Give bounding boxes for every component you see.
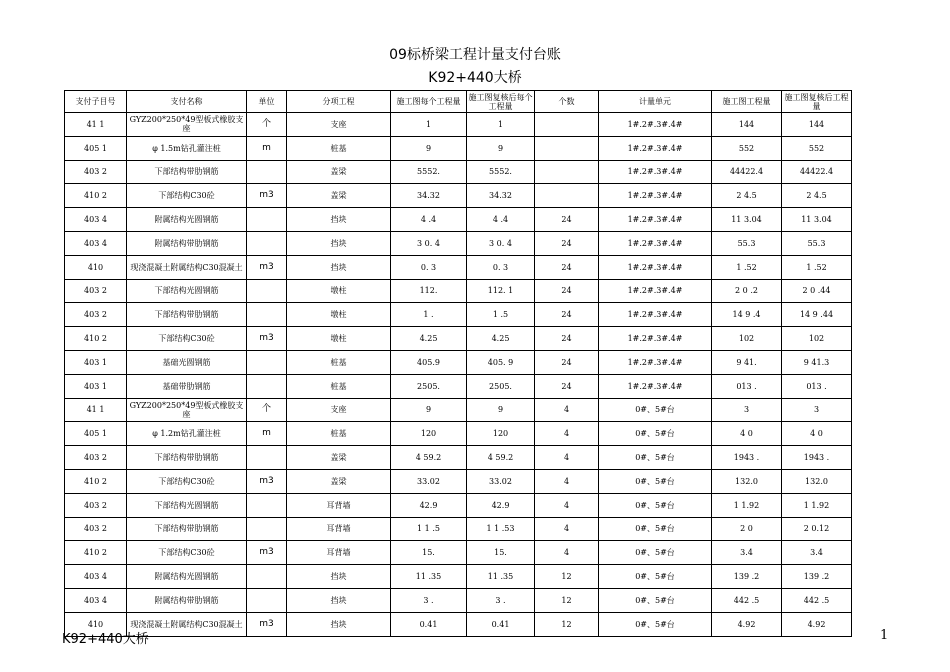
footer-bridge-name: K92+440大桥	[62, 632, 149, 647]
cell-design-qty-each: 9	[391, 136, 467, 160]
cell-unit: m3	[247, 612, 287, 636]
cell-design-total: 3.4	[712, 541, 782, 565]
cell-reviewed-total: 44422.4	[782, 160, 852, 184]
cell-design-total: 3	[712, 398, 782, 422]
cell-reviewed-total: 4 0	[782, 422, 852, 446]
cell-measure-unit: 1#.2#.3#.4#	[599, 279, 712, 303]
cell-unit	[247, 208, 287, 232]
cell-sub-project: 挡块	[287, 255, 391, 279]
cell-sub-project: 支座	[287, 398, 391, 422]
cell-measure-unit: 0#、5#台	[599, 469, 712, 493]
cell-measure-unit: 0#、5#台	[599, 422, 712, 446]
cell-item-code: 403 1	[65, 374, 127, 398]
cell-item-name: 附属结构带肋钢筋	[127, 588, 247, 612]
cell-sub-project: 墩柱	[287, 279, 391, 303]
cell-item-name: 下部结构带肋钢筋	[127, 303, 247, 327]
cell-design-total: 442 .5	[712, 588, 782, 612]
cell-reviewed-qty-each: 11 .35	[467, 565, 535, 589]
cell-count: 24	[535, 279, 599, 303]
cell-sub-project: 桩基	[287, 136, 391, 160]
cell-reviewed-total: 1 1.92	[782, 493, 852, 517]
cell-sub-project: 桩基	[287, 350, 391, 374]
cell-design-qty-each: 0. 3	[391, 255, 467, 279]
cell-design-qty-each: 2505.	[391, 374, 467, 398]
cell-item-name: GYZ200*250*49型板式橡胶支座	[127, 113, 247, 137]
cell-item-name: 附属结构光圆钢筋	[127, 208, 247, 232]
cell-measure-unit: 1#.2#.3#.4#	[599, 184, 712, 208]
cell-item-name: 现浇混凝土附属结构C30混凝土	[127, 255, 247, 279]
header-item-code: 支付子目号	[65, 91, 127, 113]
cell-count: 12	[535, 612, 599, 636]
cell-design-qty-each: 1 1 .5	[391, 517, 467, 541]
cell-design-qty-each: 1	[391, 113, 467, 137]
cell-reviewed-total: 552	[782, 136, 852, 160]
cell-item-code: 403 2	[65, 517, 127, 541]
cell-count: 4	[535, 469, 599, 493]
table-row	[65, 374, 852, 398]
table-row	[65, 255, 852, 279]
header-count: 个数	[535, 91, 599, 113]
cell-item-code: 403 4	[65, 588, 127, 612]
cell-measure-unit: 0#、5#台	[599, 446, 712, 470]
header-design-qty-each: 施工图每个工程量	[391, 91, 467, 113]
cell-unit: m	[247, 136, 287, 160]
cell-unit	[247, 565, 287, 589]
cell-reviewed-total: 1 .52	[782, 255, 852, 279]
cell-item-code: 403 4	[65, 565, 127, 589]
cell-measure-unit: 1#.2#.3#.4#	[599, 136, 712, 160]
cell-sub-project: 盖梁	[287, 446, 391, 470]
cell-measure-unit: 1#.2#.3#.4#	[599, 231, 712, 255]
table-row	[65, 612, 852, 636]
cell-sub-project: 挡块	[287, 612, 391, 636]
cell-count: 12	[535, 588, 599, 612]
cell-measure-unit: 0#、5#台	[599, 612, 712, 636]
cell-item-name: 下部结构带肋钢筋	[127, 160, 247, 184]
cell-design-total: 102	[712, 327, 782, 351]
cell-count: 4	[535, 541, 599, 565]
cell-count	[535, 136, 599, 160]
cell-reviewed-total: 102	[782, 327, 852, 351]
cell-item-name: 现浇混凝土附属结构C30混凝土	[127, 612, 247, 636]
header-item-name: 支付名称	[127, 91, 247, 113]
cell-reviewed-qty-each: 42.9	[467, 493, 535, 517]
cell-item-name: 下部结构带肋钢筋	[127, 517, 247, 541]
cell-sub-project: 挡块	[287, 208, 391, 232]
cell-reviewed-qty-each: 5552.	[467, 160, 535, 184]
cell-reviewed-qty-each: 1 1 .53	[467, 517, 535, 541]
cell-count: 24	[535, 374, 599, 398]
cell-count: 4	[535, 422, 599, 446]
cell-reviewed-qty-each: 34.32	[467, 184, 535, 208]
cell-design-qty-each: 4 .4	[391, 208, 467, 232]
cell-unit	[247, 231, 287, 255]
cell-item-name: 基础光圆钢筋	[127, 350, 247, 374]
cell-design-qty-each: 120	[391, 422, 467, 446]
header-reviewed-qty-each: 施工图复核后每个工程量	[468, 92, 533, 111]
cell-unit	[247, 160, 287, 184]
cell-sub-project: 墩柱	[287, 327, 391, 351]
cell-design-qty-each: 42.9	[391, 493, 467, 517]
cell-unit: m3	[247, 541, 287, 565]
cell-item-code: 410 2	[65, 327, 127, 351]
cell-item-name: φ 1.5m钻孔灌注桩	[127, 136, 247, 160]
cell-item-code: 403 4	[65, 231, 127, 255]
cell-reviewed-qty-each: 2505.	[467, 374, 535, 398]
cell-unit: m3	[247, 255, 287, 279]
cell-reviewed-qty-each: 3 .	[467, 588, 535, 612]
cell-item-name: 附属结构光圆钢筋	[127, 565, 247, 589]
header-sub-project: 分项工程	[287, 91, 391, 113]
cell-design-qty-each: 3 0. 4	[391, 231, 467, 255]
cell-design-qty-each: 0.41	[391, 612, 467, 636]
cell-reviewed-total: 9 41.3	[782, 350, 852, 374]
cell-measure-unit: 1#.2#.3#.4#	[599, 374, 712, 398]
cell-count: 24	[535, 303, 599, 327]
cell-count	[535, 184, 599, 208]
cell-reviewed-total: 3.4	[782, 541, 852, 565]
cell-reviewed-total: 2 4.5	[782, 184, 852, 208]
table-row	[65, 327, 852, 351]
cell-measure-unit: 0#、5#台	[599, 517, 712, 541]
cell-reviewed-qty-each: 3 0. 4	[467, 231, 535, 255]
cell-design-qty-each: 5552.	[391, 160, 467, 184]
cell-unit: m3	[247, 469, 287, 493]
cell-unit	[247, 303, 287, 327]
cell-item-code: 403 2	[65, 160, 127, 184]
cell-item-name: GYZ200*250*49型板式橡胶支座	[127, 398, 247, 422]
cell-design-total: 55.3	[712, 231, 782, 255]
cell-measure-unit: 1#.2#.3#.4#	[599, 160, 712, 184]
cell-design-qty-each: 405.9	[391, 350, 467, 374]
cell-design-qty-each: 34.32	[391, 184, 467, 208]
document-title: 09标桥梁工程计量支付台账	[389, 47, 561, 63]
cell-reviewed-total: 013 .	[782, 374, 852, 398]
table-row	[65, 350, 852, 374]
cell-item-code: 41 1	[65, 113, 127, 137]
cell-reviewed-qty-each: 4 .4	[467, 208, 535, 232]
cell-item-name: 基础带肋钢筋	[127, 374, 247, 398]
cell-measure-unit: 0#、5#台	[599, 398, 712, 422]
cell-sub-project: 墩柱	[287, 303, 391, 327]
cell-measure-unit: 1#.2#.3#.4#	[599, 327, 712, 351]
cell-item-code: 405 1	[65, 422, 127, 446]
cell-count: 24	[535, 255, 599, 279]
header-reviewed-total: 施工图复核后工程量	[782, 91, 852, 113]
cell-reviewed-total: 11 3.04	[782, 208, 852, 232]
table-row	[65, 160, 852, 184]
cell-item-code: 410 2	[65, 469, 127, 493]
cell-measure-unit: 1#.2#.3#.4#	[599, 303, 712, 327]
cell-sub-project: 挡块	[287, 231, 391, 255]
cell-reviewed-qty-each: 9	[467, 136, 535, 160]
table-row	[65, 136, 852, 160]
table-row	[65, 231, 852, 255]
cell-measure-unit: 0#、5#台	[599, 541, 712, 565]
table-row	[65, 446, 852, 470]
cell-item-code: 410 2	[65, 184, 127, 208]
cell-measure-unit: 0#、5#台	[599, 565, 712, 589]
table-header-row	[65, 91, 852, 113]
cell-item-code: 403 2	[65, 303, 127, 327]
table-row	[65, 422, 852, 446]
cell-count	[535, 113, 599, 137]
cell-measure-unit: 1#.2#.3#.4#	[599, 208, 712, 232]
cell-measure-unit: 0#、5#台	[599, 588, 712, 612]
ledger-table	[64, 90, 852, 637]
cell-unit	[247, 493, 287, 517]
cell-design-total: 1943 .	[712, 446, 782, 470]
cell-design-total: 2 0	[712, 517, 782, 541]
cell-sub-project: 耳背墙	[287, 493, 391, 517]
cell-measure-unit: 1#.2#.3#.4#	[599, 350, 712, 374]
cell-count: 24	[535, 327, 599, 351]
cell-design-total: 9 41.	[712, 350, 782, 374]
cell-design-total: 4.92	[712, 612, 782, 636]
table-row	[65, 113, 852, 137]
cell-sub-project: 耳背墙	[287, 517, 391, 541]
cell-sub-project: 耳背墙	[287, 541, 391, 565]
cell-reviewed-total: 139 .2	[782, 565, 852, 589]
cell-reviewed-total: 14 9 .44	[782, 303, 852, 327]
header-measure-unit: 计量单元	[599, 91, 712, 113]
cell-unit	[247, 446, 287, 470]
cell-design-qty-each: 3 .	[391, 588, 467, 612]
cell-design-qty-each: 112.	[391, 279, 467, 303]
cell-design-qty-each: 33.02	[391, 469, 467, 493]
cell-count: 4	[535, 398, 599, 422]
cell-item-code: 405 1	[65, 136, 127, 160]
cell-count: 4	[535, 493, 599, 517]
cell-reviewed-total: 2 0.12	[782, 517, 852, 541]
cell-design-total: 11 3.04	[712, 208, 782, 232]
cell-unit: m	[247, 422, 287, 446]
table-row	[65, 493, 852, 517]
cell-count: 24	[535, 231, 599, 255]
cell-item-name: 下部结构C30砼	[127, 469, 247, 493]
cell-item-name: 下部结构C30砼	[127, 184, 247, 208]
cell-design-total: 132.0	[712, 469, 782, 493]
cell-unit: m3	[247, 327, 287, 351]
cell-reviewed-qty-each: 1 .5	[467, 303, 535, 327]
cell-sub-project: 桩基	[287, 422, 391, 446]
cell-reviewed-total: 2 0 .44	[782, 279, 852, 303]
table-row	[65, 208, 852, 232]
cell-item-code: 41 1	[65, 398, 127, 422]
cell-design-total: 552	[712, 136, 782, 160]
cell-measure-unit: 0#、5#台	[599, 493, 712, 517]
cell-reviewed-qty-each: 0. 3	[467, 255, 535, 279]
cell-count: 4	[535, 446, 599, 470]
cell-reviewed-qty-each: 4 59.2	[467, 446, 535, 470]
document-subtitle: K92+440大桥	[428, 70, 522, 86]
cell-reviewed-qty-each: 405. 9	[467, 350, 535, 374]
cell-design-total: 139 .2	[712, 565, 782, 589]
cell-reviewed-total: 132.0	[782, 469, 852, 493]
table-row	[65, 398, 852, 422]
cell-item-code: 403 4	[65, 208, 127, 232]
cell-reviewed-total: 1943 .	[782, 446, 852, 470]
cell-reviewed-qty-each: 33.02	[467, 469, 535, 493]
cell-unit: 个	[247, 398, 287, 422]
cell-item-code: 410	[65, 612, 127, 636]
cell-design-total: 1 1.92	[712, 493, 782, 517]
cell-reviewed-total: 3	[782, 398, 852, 422]
cell-reviewed-qty-each: 112. 1	[467, 279, 535, 303]
header-design-total: 施工图工程量	[712, 91, 782, 113]
cell-design-qty-each: 1 .	[391, 303, 467, 327]
cell-item-name: 下部结构带肋钢筋	[127, 446, 247, 470]
cell-sub-project: 挡块	[287, 565, 391, 589]
cell-reviewed-qty-each: 120	[467, 422, 535, 446]
cell-design-qty-each: 9	[391, 398, 467, 422]
cell-item-code: 410 2	[65, 541, 127, 565]
cell-sub-project: 挡块	[287, 588, 391, 612]
cell-count: 4	[535, 517, 599, 541]
cell-unit	[247, 350, 287, 374]
table-row	[65, 517, 852, 541]
cell-count	[535, 160, 599, 184]
cell-design-total: 4 0	[712, 422, 782, 446]
table-row	[65, 279, 852, 303]
cell-design-total: 013 .	[712, 374, 782, 398]
cell-design-total: 44422.4	[712, 160, 782, 184]
cell-item-name: φ 1.2m钻孔灌注桩	[127, 422, 247, 446]
cell-design-total: 2 4.5	[712, 184, 782, 208]
cell-sub-project: 桩基	[287, 374, 391, 398]
cell-reviewed-total: 144	[782, 113, 852, 137]
cell-reviewed-total: 442 .5	[782, 588, 852, 612]
cell-design-total: 1 .52	[712, 255, 782, 279]
table-row	[65, 303, 852, 327]
cell-item-name: 下部结构光圆钢筋	[127, 493, 247, 517]
cell-sub-project: 支座	[287, 113, 391, 137]
cell-unit	[247, 517, 287, 541]
cell-design-total: 144	[712, 113, 782, 137]
cell-sub-project: 盖梁	[287, 160, 391, 184]
cell-reviewed-qty-each: 1	[467, 113, 535, 137]
cell-item-code: 410	[65, 255, 127, 279]
cell-count: 24	[535, 208, 599, 232]
page-number: 1	[880, 628, 889, 643]
cell-design-qty-each: 4.25	[391, 327, 467, 351]
cell-reviewed-qty-each: 4.25	[467, 327, 535, 351]
cell-design-qty-each: 11 .35	[391, 565, 467, 589]
cell-count: 24	[535, 350, 599, 374]
cell-reviewed-total: 4.92	[782, 612, 852, 636]
cell-item-name: 下部结构光圆钢筋	[127, 279, 247, 303]
cell-sub-project: 盖梁	[287, 469, 391, 493]
cell-item-code: 403 2	[65, 279, 127, 303]
cell-reviewed-total: 55.3	[782, 231, 852, 255]
table-row	[65, 565, 852, 589]
cell-unit: m3	[247, 184, 287, 208]
cell-unit	[247, 279, 287, 303]
cell-item-code: 403 1	[65, 350, 127, 374]
cell-reviewed-qty-each: 9	[467, 398, 535, 422]
cell-item-name: 下部结构C30砼	[127, 541, 247, 565]
cell-reviewed-qty-each: 15.	[467, 541, 535, 565]
cell-item-name: 下部结构C30砼	[127, 327, 247, 351]
table-row	[65, 541, 852, 565]
cell-unit	[247, 374, 287, 398]
cell-design-total: 14 9 .4	[712, 303, 782, 327]
cell-design-qty-each: 4 59.2	[391, 446, 467, 470]
header-unit: 单位	[247, 91, 287, 113]
cell-measure-unit: 1#.2#.3#.4#	[599, 255, 712, 279]
cell-item-code: 403 2	[65, 493, 127, 517]
cell-reviewed-qty-each: 0.41	[467, 612, 535, 636]
cell-item-name: 附属结构带肋钢筋	[127, 231, 247, 255]
cell-unit	[247, 588, 287, 612]
table-row	[65, 588, 852, 612]
table-row	[65, 184, 852, 208]
cell-unit: 个	[247, 113, 287, 137]
cell-design-qty-each: 15.	[391, 541, 467, 565]
cell-sub-project: 盖梁	[287, 184, 391, 208]
cell-count: 12	[535, 565, 599, 589]
cell-measure-unit: 1#.2#.3#.4#	[599, 113, 712, 137]
table-row	[65, 469, 852, 493]
cell-item-code: 403 2	[65, 446, 127, 470]
cell-design-total: 2 0 .2	[712, 279, 782, 303]
